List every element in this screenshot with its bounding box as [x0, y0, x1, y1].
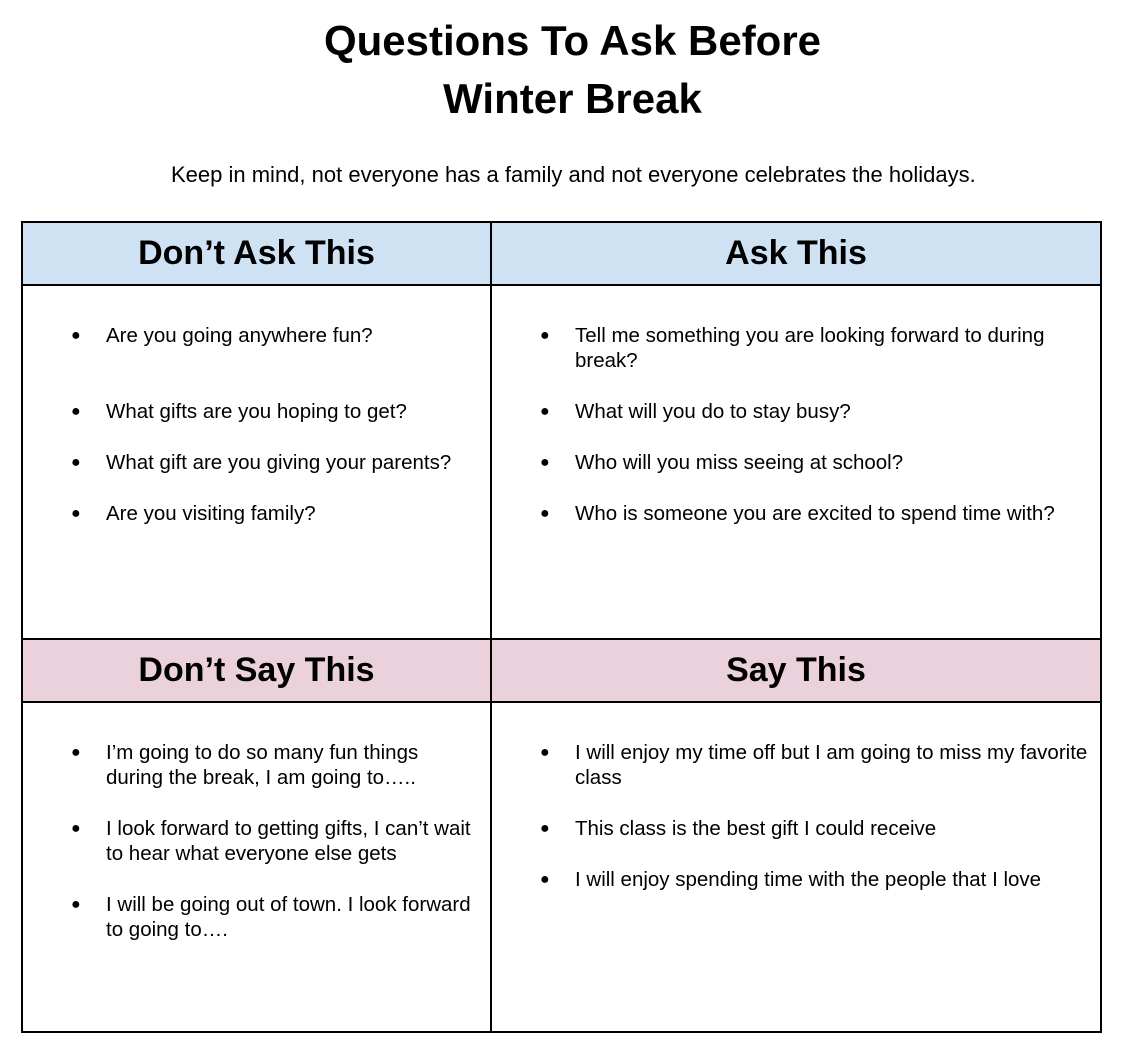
title-line-2: Winter Break	[443, 75, 702, 122]
bullet-icon: ●	[71, 327, 81, 344]
dont-say-header-label: Don’t Say This	[138, 651, 375, 689]
list-item-text: Who will you miss seeing at school?	[575, 451, 904, 474]
list-item-text: What will you do to stay busy?	[575, 400, 851, 423]
bullet-icon: ●	[71, 505, 81, 522]
list-item	[492, 501, 1090, 526]
list-item	[492, 816, 1090, 841]
title-line-1: Questions To Ask Before	[323, 17, 822, 64]
ask-cell	[492, 323, 1100, 638]
list-item	[23, 892, 480, 942]
questions-table	[21, 221, 1102, 1033]
list-item-text: Are you visiting family?	[106, 502, 316, 525]
bullet-icon: ●	[540, 403, 550, 420]
list-item-text: I look forward to getting gifts, I can’t wait to hear what everyone else gets	[106, 817, 471, 865]
list-item	[492, 740, 1090, 790]
list-item	[492, 323, 1090, 373]
bullet-icon: ●	[71, 403, 81, 420]
bullet-icon: ●	[71, 744, 81, 761]
list-item-text: I’m going to do so many fun things during the break, I am going to…..	[106, 741, 419, 789]
dont-ask-header	[23, 223, 490, 286]
say-list	[492, 740, 1090, 892]
list-item	[23, 450, 490, 475]
list-item	[492, 450, 1090, 475]
bullet-icon: ●	[540, 744, 550, 761]
bullet-icon: ●	[540, 820, 550, 837]
bullet-icon: ●	[71, 820, 81, 837]
ask-header	[492, 223, 1100, 286]
dont-say-cell	[23, 740, 490, 1031]
dont-ask-cell	[23, 323, 490, 638]
dont-ask-list	[23, 323, 490, 526]
list-item	[492, 399, 1090, 424]
list-item-text: Are you going anywhere fun?	[106, 324, 373, 347]
dont-say-list	[23, 740, 480, 942]
dont-ask-header-label: Don’t Ask This	[138, 234, 375, 272]
bullet-icon: ●	[540, 505, 550, 522]
page-subtitle: Keep in mind, not everyone has a family and not everyone celebrates the holidays.	[171, 162, 976, 187]
list-item-text: What gift are you giving your parents?	[106, 451, 452, 474]
list-item	[492, 867, 1090, 892]
list-item	[23, 399, 490, 424]
list-item	[23, 323, 490, 348]
list-item-text: What gifts are you hoping to get?	[106, 400, 407, 423]
page-title	[0, 12, 1125, 128]
list-item	[23, 816, 480, 866]
bullet-icon: ●	[71, 454, 81, 471]
bullet-icon: ●	[540, 327, 550, 344]
say-header-label: Say This	[726, 651, 866, 689]
bullet-icon: ●	[540, 454, 550, 471]
bullet-icon: ●	[540, 871, 550, 888]
bullet-icon: ●	[71, 896, 81, 913]
list-item-text: I will enjoy my time off but I am going to miss my favorite class	[575, 741, 1088, 789]
ask-header-label: Ask This	[725, 234, 867, 272]
say-header	[492, 640, 1100, 703]
list-item-text: Who is someone you are excited to spend time with?	[575, 502, 1055, 525]
list-item	[23, 740, 480, 790]
dont-say-header	[23, 640, 490, 703]
list-item-text: I will enjoy spending time with the people that I love	[575, 868, 1042, 891]
list-item-text: I will be going out of town. I look forward to going to….	[106, 893, 471, 941]
list-item-text: Tell me something you are looking forward to during break?	[575, 324, 1045, 372]
list-item	[23, 501, 490, 526]
list-item-text: This class is the best gift I could receive	[575, 817, 937, 840]
say-cell	[492, 740, 1100, 1031]
ask-list	[492, 323, 1090, 526]
